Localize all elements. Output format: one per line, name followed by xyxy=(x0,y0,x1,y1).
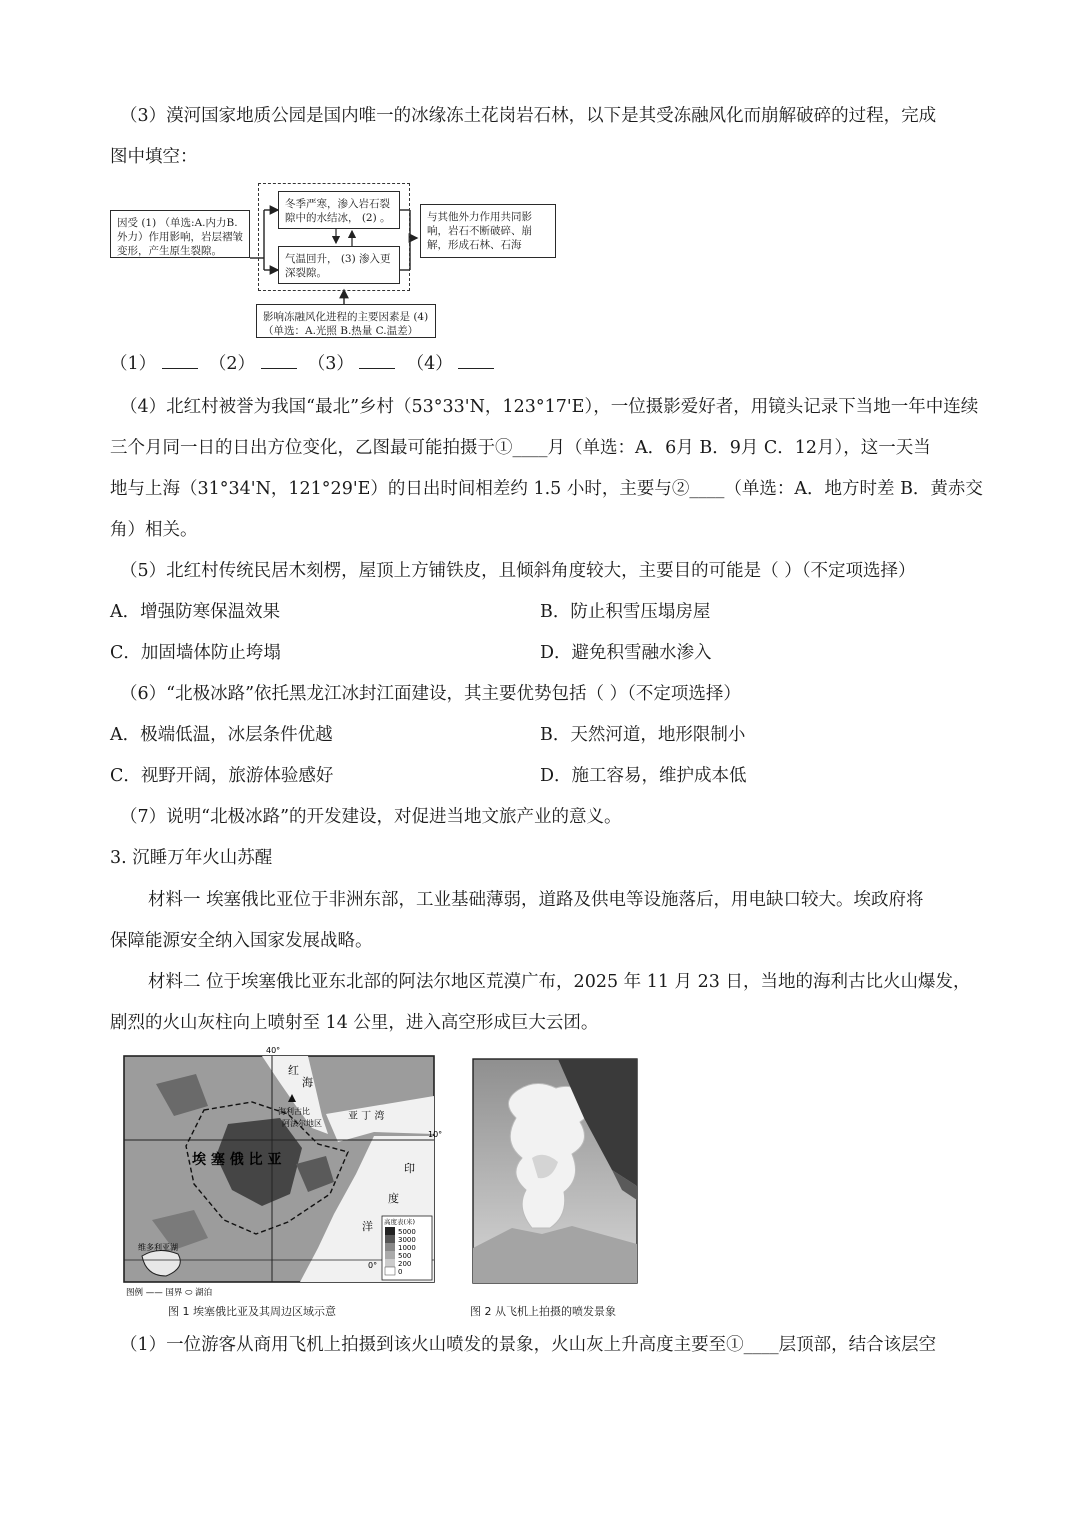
q4-line2: 三个月同一日的日出方位变化，乙图最可能拍摄于①____月（单选：A．6月 B．9月 C．12月），这一天当 xyxy=(110,438,931,458)
afar-label: 阿法尔地区 xyxy=(282,1119,322,1128)
legend-value-200: 200 xyxy=(398,1260,412,1268)
indian-ocean-label-3: 洋 xyxy=(362,1220,373,1233)
indian-ocean-label-2: 度 xyxy=(388,1192,399,1205)
legend-value-3000: 3000 xyxy=(398,1236,416,1244)
box-thaw: 气温回升， (3) 渗入更深裂隙。 xyxy=(278,246,400,284)
map-legend-bottom: 图例 —— 国界 ⬭ 湖泊 xyxy=(126,1288,213,1298)
q5-option-d[interactable]: D．避免积雪融水渗入 xyxy=(540,643,712,663)
q6-option-d[interactable]: D．施工容易，维护成本低 xyxy=(540,766,747,786)
q6-option-b[interactable]: B．天然河道，地形限制小 xyxy=(540,725,746,745)
legend-value-5000: 5000 xyxy=(398,1228,416,1236)
ethiopia-map xyxy=(112,1044,442,1299)
q6-row2 xyxy=(110,763,980,789)
lat-0-label: 0° xyxy=(368,1261,378,1270)
volcano-label: 海利古比 xyxy=(278,1107,310,1116)
box-freeze: 冬季严寒，渗入岩石裂隙中的水结冰， (2) 。 xyxy=(278,191,400,229)
q3-answers xyxy=(110,351,980,377)
q6-option-c[interactable]: C．视野开阔，旅游体验感好 xyxy=(110,766,334,786)
lake-label: 维多利亚湖 xyxy=(138,1243,178,1252)
q5-option-b[interactable]: B．防止积雪压塌房屋 xyxy=(540,602,711,622)
answer-blank-2[interactable] xyxy=(261,352,297,369)
answer-label-3: （3） xyxy=(307,354,354,374)
indian-ocean-label-1: 印 xyxy=(404,1162,415,1175)
q7-stem: （7）说明“北极冰路”的开发建设，对促进当地文旅产业的意义。 xyxy=(120,807,622,827)
material2-line1: 材料二 位于埃塞俄比亚东北部的阿法尔地区荒漠广布，2025 年 11 月 23 日，当地的海利古比火山爆发， xyxy=(148,972,971,992)
q5-stem: （5）北红村传统民居木刻楞，屋顶上方铺铁皮，且倾斜角度较大，主要目的可能是（ ）（不定项选择） xyxy=(120,561,916,581)
answer-label-2: （2） xyxy=(208,354,255,374)
q5-option-a[interactable]: A．增强防寒保温效果 xyxy=(110,602,281,622)
box-result: 与其他外力作用共同影响，岩石不断破碎、崩解，形成石林、石海 xyxy=(420,204,556,258)
q6-option-a[interactable]: A．极端低温，冰层条件优越 xyxy=(110,725,333,745)
answer-label-1: （1） xyxy=(110,354,157,374)
material2-line2: 剧烈的火山灰柱向上喷射至 14 公里，进入高空形成巨大云团。 xyxy=(110,1013,599,1033)
country-label: 埃 塞 俄 比 亚 xyxy=(192,1152,282,1168)
q6-stem: （6）“北极冰路”依托黑龙江冰封江面建设，其主要优势包括（ ）（不定项选择） xyxy=(120,684,741,704)
legend-value-500: 500 xyxy=(398,1252,412,1260)
q5-row1 xyxy=(110,599,980,625)
q3-line1: （3）漠河国家地质公园是国内唯一的冰缘冻土花岗岩石林，以下是其受冻融风化而崩解破碎的过程，完成 xyxy=(120,106,937,126)
lon-40-label: 40° xyxy=(266,1046,281,1055)
q6-row1 xyxy=(110,722,980,748)
lat-10-label: 10° xyxy=(428,1130,442,1139)
answer-blank-4[interactable] xyxy=(458,352,494,369)
q3-1-stem: （1）一位游客从商用飞机上拍摄到该火山喷发的景象，火山灰上升高度主要至①____层顶部，结合该层空 xyxy=(120,1335,937,1355)
q4-line1: （4）北红村被誉为我国“最北”乡村（53°33'N，123°17'E），一位摄影爱好者，用镜头记录下当地一年中连续 xyxy=(120,397,979,417)
answer-blank-3[interactable] xyxy=(359,352,395,369)
red-sea-label-1: 红 xyxy=(288,1064,299,1077)
material1-line1: 材料一 埃塞俄比亚位于非洲东部，工业基础薄弱，道路及供电等设施落后，用电缺口较大。埃政府将 xyxy=(148,890,924,910)
q5-option-c[interactable]: C．加固墙体防止垮塌 xyxy=(110,643,281,663)
eruption-photo xyxy=(472,1058,638,1284)
legend-value-0: 0 xyxy=(398,1268,403,1276)
box-cause: 因受 (1) （单选:A.内力B.外力）作用影响，岩层褶皱变形，产生原生裂隙。 xyxy=(110,210,250,258)
answer-blank-1[interactable] xyxy=(162,352,198,369)
gulf-label: 亚 丁 湾 xyxy=(348,1111,385,1122)
legend-title: 高度表(米) xyxy=(384,1218,416,1226)
figure2-caption: 图 2 从飞机上拍摄的喷发景象 xyxy=(470,1305,616,1318)
q4-line3: 地与上海（31°34'N，121°29'E）的日出时间相差约 1.5 小时，主要与②____（单选：A．地方时差 B．黄赤交 xyxy=(110,479,983,499)
legend-value-1000: 1000 xyxy=(398,1244,416,1252)
q3-line2: 图中填空： xyxy=(110,147,198,167)
q5-row2 xyxy=(110,640,980,666)
red-sea-label-2: 海 xyxy=(302,1076,313,1089)
material1-line2: 保障能源安全纳入国家发展战略。 xyxy=(110,931,373,951)
section3-title: 3. 沉睡万年火山苏醒 xyxy=(110,848,273,868)
q4-line4: 角）相关。 xyxy=(110,520,198,540)
flow-diagram xyxy=(108,180,558,340)
figure1-caption: 图 1 埃塞俄比亚及其周边区域示意 xyxy=(168,1305,336,1318)
answer-label-4: （4） xyxy=(406,354,453,374)
box-factor: 影响冻融风化进程的主要因素是 (4) （单选：A.光照 B.热量 C.温差） xyxy=(256,304,436,338)
